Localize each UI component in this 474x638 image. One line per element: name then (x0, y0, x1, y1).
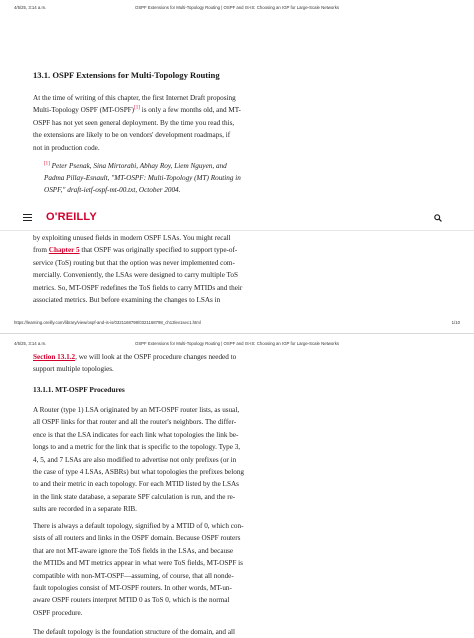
footnote: [1] Peter Psenak, Sina Mirtorabi, Abhay Roy, Liem Nguyen, and Padma Pillay-Esnault, "MT-OSPF: Multi-Topology (MT) Routing in OSPF," draft-ietf-ospf-mt-00.txt, October 2004. (44, 161, 241, 194)
section-ref-paragraph: Section 13.1.2, we will look at the OSPF procedure changes needed to support multiple topologies. (33, 353, 237, 374)
search-icon[interactable] (434, 214, 442, 222)
print-header-title: OSPF Extensions for Multi-Topology Routing | OSPF and IS-IS: Choosing an IGP for Large-Scale Networks (134, 341, 340, 346)
print-footer-url: https://learning.oreilly.com/library/view/ospf-and-is-is/0321168798/0321168798_ch13lev1sec1.html (14, 320, 201, 325)
section-title: 13.1. OSPF Extensions for Multi-Topology Routing (33, 70, 220, 80)
print-header-title: OSPF Extensions for Multi-Topology Routing | OSPF and IS-IS: Choosing an IGP for Large-Scale Networks (134, 5, 340, 10)
section-13-1-2-link[interactable]: Section 13.1.2 (33, 353, 76, 361)
intro-paragraph: At the time of writing of this chapter, the first Internet Draft proposing Multi-Topology OSPF (MT-OSPF)[1] is only a few months old, and MT- OSPF has not yet seen general deployment. By the time you read this, the extensions are likely to be on vendors' development roadmaps, if not in production code. (33, 94, 241, 152)
oreilly-navbar (0, 206, 474, 231)
oreilly-logo[interactable]: O'REILLY (46, 211, 97, 223)
footnote-marker[interactable]: [1] (44, 161, 50, 167)
procedures-paragraph: A Router (type 1) LSA originated by an MT-OSPF router lists, as usual, all OSPF links for that router and all the router's neighbors. The differ- ence is that the LSA indicates for each link what topologies the link be- longs to and a metric for the link that is specific to the topology. Type 3, 4, 5, and 7 LSAs are also modified to advertise not only prefixes (or in the case of type 4 LSAs, ASBRs) but what topologies the prefixes belong to and their metric in each topology. For each MTID listed by the LSAs in the link state database, a separate SPF calculation is run, and the re- sults are recorded in a separate RIB. (33, 406, 245, 514)
print-header-2 (14, 341, 460, 349)
default-topology-paragraph: There is always a default topology, signified by a MTID of 0, which con- sists of all routers and links in the OSPF domain. Because OSPF routers that are not MT-aware ignore the ToS fields in the LSAs, and because the MTIDs and MT metrics appear in what were ToS fields, MT-OSPF is compatible with non-MT-OSPF—assuming, of course, that all nonde- fault topologies consist of MT-OSPF routers. In other words, MT-un- aware OSPF routers interpret MTID 0 as ToS 0, which is the normal OSPF procedure. (33, 522, 244, 617)
subsection-title: 13.1.1. MT-OSPF Procedures (33, 385, 125, 394)
print-header (14, 5, 460, 13)
print-header-datetime: 4/5/25, 3:14 a.m. (14, 5, 47, 10)
print-header-datetime: 4/5/25, 3:14 a.m. (14, 341, 47, 346)
continued-paragraph: by exploiting unused fields in modern OSPF LSAs. You might recall from Chapter 5 that OSPF was originally specified to support type-of- service (ToS) routing but that the option was never implemented com- mercially. Conveniently, the LSAs were designed to carry multiple ToS metrics. So, MT-OSPF redefines the ToS fields to carry MTIDs and their associated metrics. But before examining the changes to LSAs in (33, 234, 243, 305)
chapter-5-link[interactable]: Chapter 5 (48, 246, 80, 255)
hamburger-menu-icon[interactable] (23, 214, 32, 221)
page-divider (0, 333, 474, 334)
print-footer (14, 320, 460, 328)
cutoff-paragraph: The default topology is the foundation structure of the domain, and all (33, 628, 235, 636)
print-footer-page: 1/10 (451, 320, 460, 325)
footnote-ref[interactable]: [1] (134, 106, 140, 112)
